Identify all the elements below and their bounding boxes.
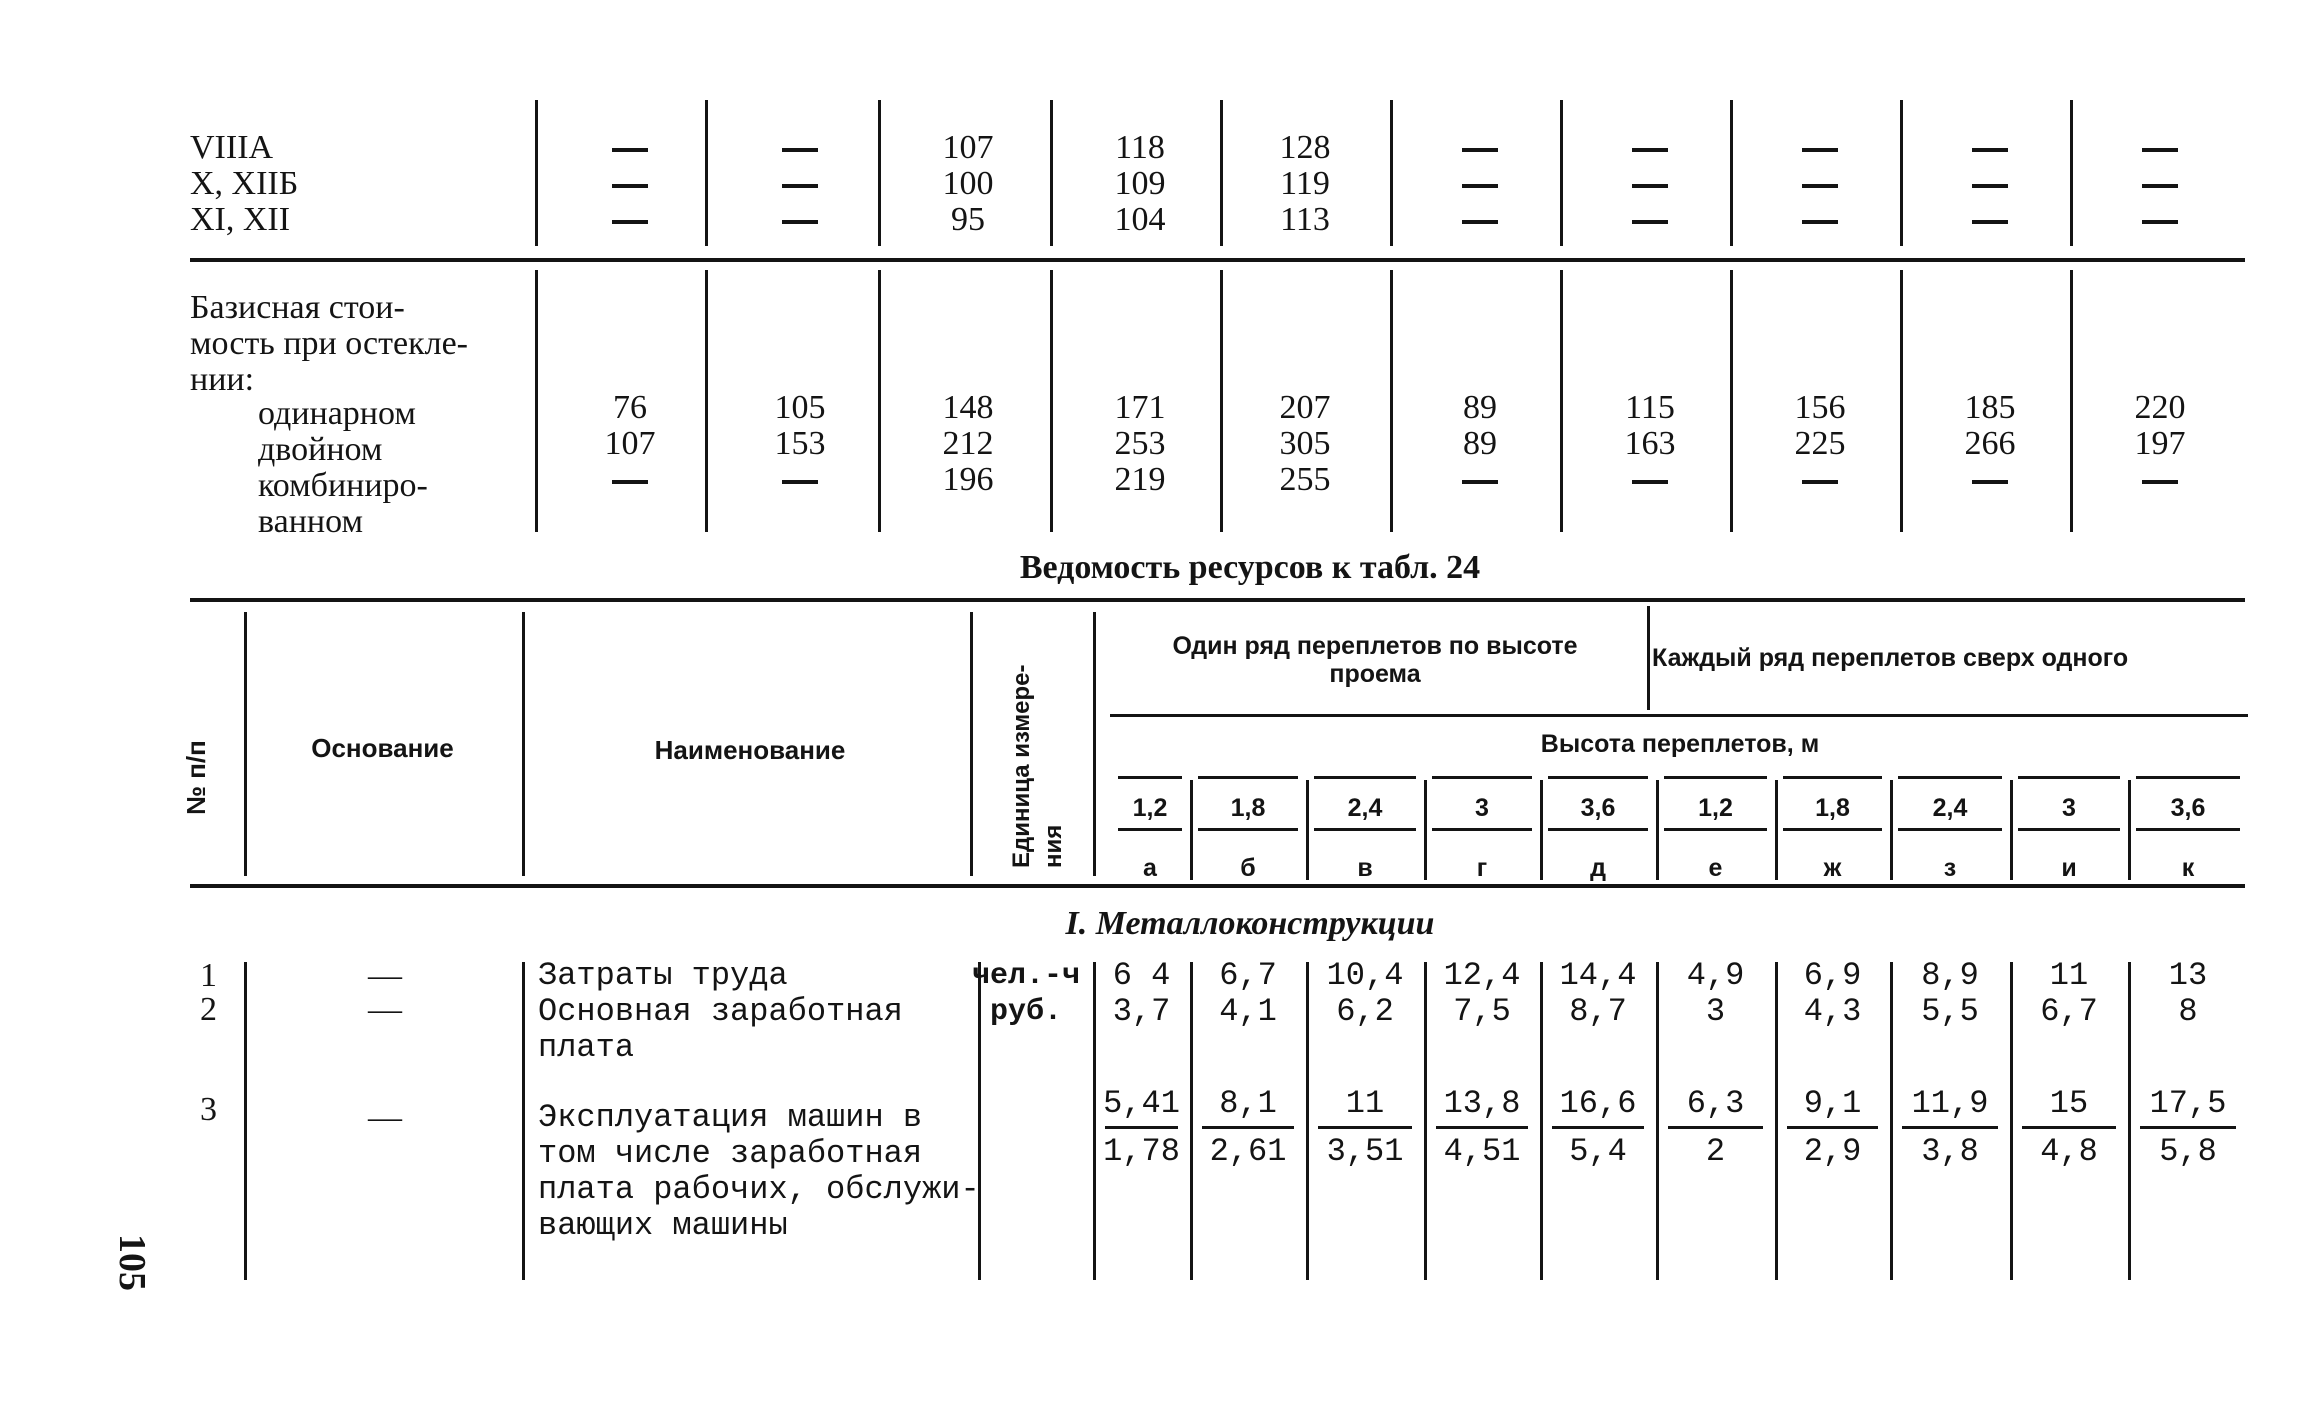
- empty-dash: [612, 184, 648, 188]
- row-basis: —: [368, 957, 402, 994]
- base-cost-value: 196: [942, 461, 994, 498]
- subheader-rule: [1432, 776, 1532, 779]
- resource-value: 4,1: [1219, 993, 1277, 1030]
- column-letter: к: [2181, 854, 2195, 882]
- subheader-divider: [1775, 780, 1778, 880]
- page-number: 105: [111, 1234, 153, 1291]
- row-name: том числе заработная: [538, 1135, 923, 1172]
- fraction-numerator: 17,5: [2149, 1085, 2227, 1122]
- top-table-column-rule: [1900, 100, 1903, 246]
- subheader-divider: [1540, 780, 1543, 880]
- empty-dash: [612, 480, 648, 484]
- group-one-header: Один ряд переплетов по высоте: [1172, 632, 1578, 660]
- row-number: 1: [200, 957, 217, 994]
- height-value: 1,2: [1132, 794, 1168, 822]
- class-value: 119: [1280, 165, 1330, 202]
- resource-value: 6,7: [1219, 957, 1277, 994]
- fraction-denominator: 2: [1705, 1133, 1726, 1170]
- height-value: 1,8: [1815, 794, 1850, 822]
- resource-value: 3: [1705, 993, 1726, 1030]
- top-table-column-rule: [1050, 100, 1053, 246]
- height-label: Высота переплетов, м: [1540, 730, 1820, 758]
- row-basis: —: [368, 1099, 402, 1136]
- empty-dash: [612, 220, 648, 224]
- empty-dash: [1632, 184, 1668, 188]
- empty-dash: [1802, 148, 1838, 152]
- row-number: 3: [200, 1091, 217, 1128]
- base-cost-heading: мость при остекле-: [190, 325, 468, 362]
- row-basis: —: [368, 991, 402, 1028]
- num-column-header: № п/п: [181, 740, 211, 815]
- empty-dash: [1972, 480, 2008, 484]
- column-letter: з: [1943, 854, 1957, 882]
- subheader-rule: [2136, 828, 2240, 831]
- top-table-column-rule: [1220, 270, 1223, 532]
- empty-dash: [1462, 220, 1498, 224]
- column-letter: г: [1476, 854, 1488, 882]
- header-divider: [1093, 612, 1096, 876]
- empty-dash: [1462, 480, 1498, 484]
- base-cost-value: 153: [774, 425, 826, 462]
- resource-value: 10,4: [1326, 957, 1404, 994]
- base-cost-value: 305: [1279, 425, 1331, 462]
- base-cost-value: 253: [1114, 425, 1166, 462]
- row-name: вающих машины: [538, 1207, 788, 1244]
- class-label: XI, XII: [190, 201, 291, 238]
- top-table-column-rule: [1220, 100, 1223, 246]
- header-divider: [244, 612, 247, 876]
- subheader-rule: [1664, 776, 1767, 779]
- column-letter: ж: [1823, 854, 1842, 882]
- header-top-rule: [190, 598, 2245, 602]
- subheader-divider: [2010, 780, 2013, 880]
- class-label: VIIIA: [190, 129, 274, 166]
- subheader-divider: [1656, 780, 1659, 880]
- empty-dash: [1972, 148, 2008, 152]
- empty-dash: [782, 220, 818, 224]
- subheader-rule: [1898, 776, 2002, 779]
- subheader-rule: [1198, 828, 1298, 831]
- class-value: 100: [942, 165, 994, 202]
- fraction-bar: [1436, 1126, 1528, 1129]
- resource-value: 6,2: [1336, 993, 1394, 1030]
- top-table-column-rule: [1900, 270, 1903, 532]
- subheader-divider: [1306, 780, 1309, 880]
- top-table-column-rule: [878, 100, 881, 246]
- column-letter: в: [1357, 854, 1373, 882]
- glazing-label: двойном: [258, 431, 383, 468]
- top-table-column-rule: [1390, 270, 1393, 532]
- column-letter: б: [1240, 854, 1256, 882]
- fraction-denominator: 5,8: [2159, 1133, 2217, 1170]
- base-cost-value: 220: [2134, 389, 2186, 426]
- subheader-rule: [2136, 776, 2240, 779]
- glazing-label: комбиниро-: [258, 467, 428, 504]
- base-cost-value: 212: [942, 425, 994, 462]
- base-cost-value: 197: [2134, 425, 2186, 462]
- row-name: Основная заработная: [538, 993, 903, 1030]
- fraction-numerator: 15: [2049, 1085, 2089, 1122]
- base-cost-value: 219: [1114, 461, 1166, 498]
- subheader-rule: [1548, 776, 1648, 779]
- unit-column-header: ния: [1040, 824, 1067, 868]
- row-name: Эксплуатация машин в: [538, 1099, 923, 1136]
- column-letter: а: [1143, 854, 1157, 882]
- top-table-column-rule: [2070, 270, 2073, 532]
- body-column-rule: [244, 962, 247, 1280]
- subheader-rule: [1314, 776, 1416, 779]
- basis-column-header: Основание: [311, 733, 454, 763]
- resource-value: 12,4: [1443, 957, 1521, 994]
- subheader-rule: [1548, 828, 1648, 831]
- empty-dash: [1632, 220, 1668, 224]
- height-value: 1,2: [1698, 794, 1733, 822]
- resource-value: 14,4: [1559, 957, 1637, 994]
- top-table-column-rule: [1050, 270, 1053, 532]
- top-table-column-rule: [1390, 100, 1393, 246]
- unit-column-header: Единица измере-: [1008, 664, 1035, 868]
- base-cost-value: 266: [1964, 425, 2016, 462]
- top-table-column-rule: [705, 270, 708, 532]
- base-cost-heading: Базисная стои-: [190, 289, 405, 326]
- base-cost-value: 171: [1114, 389, 1166, 426]
- base-cost-heading: нии:: [190, 361, 255, 398]
- height-value: 3,6: [1580, 794, 1616, 822]
- fraction-denominator: 2,9: [1803, 1133, 1862, 1170]
- base-cost-value: 107: [604, 425, 656, 462]
- glazing-label: ванном: [258, 503, 363, 540]
- subheader-rule: [1783, 828, 1882, 831]
- fraction-denominator: 4,51: [1443, 1133, 1521, 1170]
- header-divider: [522, 612, 525, 876]
- top-table-column-rule: [535, 270, 538, 532]
- subheader-divider: [1890, 780, 1893, 880]
- subheader-rule: [1198, 776, 1298, 779]
- column-letter: е: [1708, 854, 1723, 882]
- fraction-denominator: 1,78: [1103, 1133, 1180, 1170]
- resource-value: 4,9: [1686, 957, 1745, 994]
- header-divider: [1647, 606, 1650, 710]
- subheader-rule: [2018, 776, 2120, 779]
- class-value: 118: [1115, 129, 1165, 166]
- fraction-bar: [2140, 1126, 2236, 1129]
- fraction-bar: [1318, 1126, 1412, 1129]
- fraction-numerator: 8,1: [1219, 1085, 1277, 1122]
- fraction-denominator: 3,51: [1326, 1133, 1404, 1170]
- resource-value: 4,3: [1803, 993, 1862, 1030]
- fraction-numerator: 13,8: [1443, 1085, 1521, 1122]
- group-one-header: проема: [1329, 660, 1421, 688]
- row-number: 2: [200, 991, 217, 1028]
- base-cost-value: 89: [1463, 389, 1497, 426]
- base-cost-value: 89: [1463, 425, 1497, 462]
- fraction-denominator: 5,4: [1569, 1133, 1627, 1170]
- resource-value: 8,7: [1569, 993, 1627, 1030]
- resource-value: 5,5: [1921, 993, 1979, 1030]
- height-label-rule: [1110, 714, 2248, 717]
- fraction-numerator: 11: [1345, 1085, 1385, 1122]
- top-table-column-rule: [1560, 270, 1563, 532]
- row-unit: руб.: [990, 995, 1063, 1029]
- empty-dash: [1802, 184, 1838, 188]
- empty-dash: [1632, 148, 1668, 152]
- resource-value: 13: [2168, 957, 2208, 994]
- column-letter: и: [2061, 854, 2077, 882]
- fraction-numerator: 9,1: [1803, 1085, 1862, 1122]
- base-cost-value: 185: [1964, 389, 2016, 426]
- empty-dash: [782, 184, 818, 188]
- top-table-column-rule: [1560, 100, 1563, 246]
- fraction-numerator: 6,3: [1686, 1085, 1745, 1122]
- empty-dash: [2142, 480, 2178, 484]
- header-divider: [970, 612, 973, 876]
- height-value: 2,4: [1347, 794, 1383, 822]
- column-letter: д: [1590, 854, 1606, 882]
- empty-dash: [782, 148, 818, 152]
- base-cost-value: 76: [613, 389, 647, 426]
- empty-dash: [1802, 220, 1838, 224]
- fraction-denominator: 3,8: [1921, 1133, 1979, 1170]
- top-table-divider: [190, 258, 2245, 262]
- subheader-divider: [1190, 780, 1193, 880]
- class-label: X, XIIБ: [190, 165, 299, 202]
- subheader-rule: [1432, 828, 1532, 831]
- group-two-header: Каждый ряд переплетов сверх одного: [1652, 644, 2129, 672]
- resource-value: 11: [2049, 957, 2089, 994]
- empty-dash: [2142, 184, 2178, 188]
- subheader-rule: [1664, 828, 1767, 831]
- row-unit: чел.-ч: [972, 959, 1081, 993]
- empty-dash: [612, 148, 648, 152]
- base-cost-value: 156: [1794, 389, 1846, 426]
- class-value: 95: [951, 201, 985, 238]
- fraction-bar: [1902, 1126, 1998, 1129]
- class-value: 113: [1280, 201, 1330, 238]
- base-cost-value: 115: [1625, 389, 1675, 426]
- row-name: плата: [538, 1029, 635, 1066]
- base-cost-value: 105: [774, 389, 826, 426]
- top-table-column-rule: [1730, 100, 1733, 246]
- empty-dash: [1802, 480, 1838, 484]
- fraction-bar: [1552, 1126, 1644, 1129]
- base-cost-value: 207: [1279, 389, 1331, 426]
- resource-value: 6,9: [1803, 957, 1862, 994]
- body-column-rule: [978, 962, 981, 1280]
- empty-dash: [782, 480, 818, 484]
- base-cost-value: 255: [1279, 461, 1331, 498]
- top-table-column-rule: [878, 270, 881, 532]
- top-table-column-rule: [535, 100, 538, 246]
- row-name: плата рабочих, обслужи-: [538, 1171, 980, 1208]
- class-value: 107: [942, 129, 994, 166]
- fraction-numerator: 11,9: [1911, 1085, 1989, 1122]
- name-column-header: Наименование: [654, 735, 846, 765]
- resource-value: 6,7: [2040, 993, 2098, 1030]
- fraction-denominator: 4,8: [2040, 1133, 2098, 1170]
- row-name: Затраты труда: [538, 957, 788, 994]
- fraction-bar: [1668, 1126, 1763, 1129]
- fraction-bar: [1202, 1126, 1294, 1129]
- empty-dash: [1632, 480, 1668, 484]
- subheader-rule: [1118, 776, 1182, 779]
- resource-value: 6 4: [1112, 957, 1171, 994]
- fraction-bar: [2022, 1126, 2116, 1129]
- subheader-rule: [1898, 828, 2002, 831]
- resource-value: 8: [2178, 993, 2198, 1030]
- class-value: 109: [1114, 165, 1166, 202]
- empty-dash: [2142, 148, 2178, 152]
- top-table-column-rule: [2070, 100, 2073, 246]
- subheader-rule: [1118, 828, 1182, 831]
- top-table-column-rule: [705, 100, 708, 246]
- resource-value: 3,7: [1112, 993, 1171, 1030]
- fraction-bar: [1105, 1126, 1178, 1129]
- resource-value: 8,9: [1921, 957, 1979, 994]
- base-cost-value: 225: [1794, 425, 1846, 462]
- resources-title: Ведомость ресурсов к табл. 24: [1019, 549, 1481, 586]
- height-value: 1,8: [1230, 794, 1266, 822]
- top-table-column-rule: [1730, 270, 1733, 532]
- subheader-divider: [1424, 780, 1427, 880]
- section-title: I. Металлоконструкции: [1065, 905, 1435, 942]
- class-value: 128: [1279, 129, 1331, 166]
- fraction-denominator: 2,61: [1209, 1133, 1287, 1170]
- empty-dash: [1462, 148, 1498, 152]
- empty-dash: [1972, 220, 2008, 224]
- fraction-numerator: 5,41: [1103, 1085, 1180, 1122]
- height-value: 2,4: [1932, 794, 1968, 822]
- height-value: 3: [1475, 794, 1489, 822]
- base-cost-value: 148: [942, 389, 994, 426]
- height-value: 3: [2062, 794, 2076, 822]
- subheader-rule: [2018, 828, 2120, 831]
- fraction-bar: [1787, 1126, 1878, 1129]
- subheader-rule: [1783, 776, 1882, 779]
- glazing-label: одинарном: [258, 395, 416, 432]
- empty-dash: [2142, 220, 2178, 224]
- empty-dash: [1972, 184, 2008, 188]
- subheader-divider: [2128, 780, 2131, 880]
- height-value: 3,6: [2170, 794, 2206, 822]
- top-table: [0, 0, 2314, 560]
- subheader-rule: [1314, 828, 1416, 831]
- class-value: 104: [1114, 201, 1166, 238]
- empty-dash: [1462, 184, 1498, 188]
- base-cost-value: 163: [1624, 425, 1676, 462]
- body-column-rule: [522, 962, 525, 1280]
- fraction-numerator: 16,6: [1559, 1085, 1637, 1122]
- resource-value: 7,5: [1453, 993, 1511, 1030]
